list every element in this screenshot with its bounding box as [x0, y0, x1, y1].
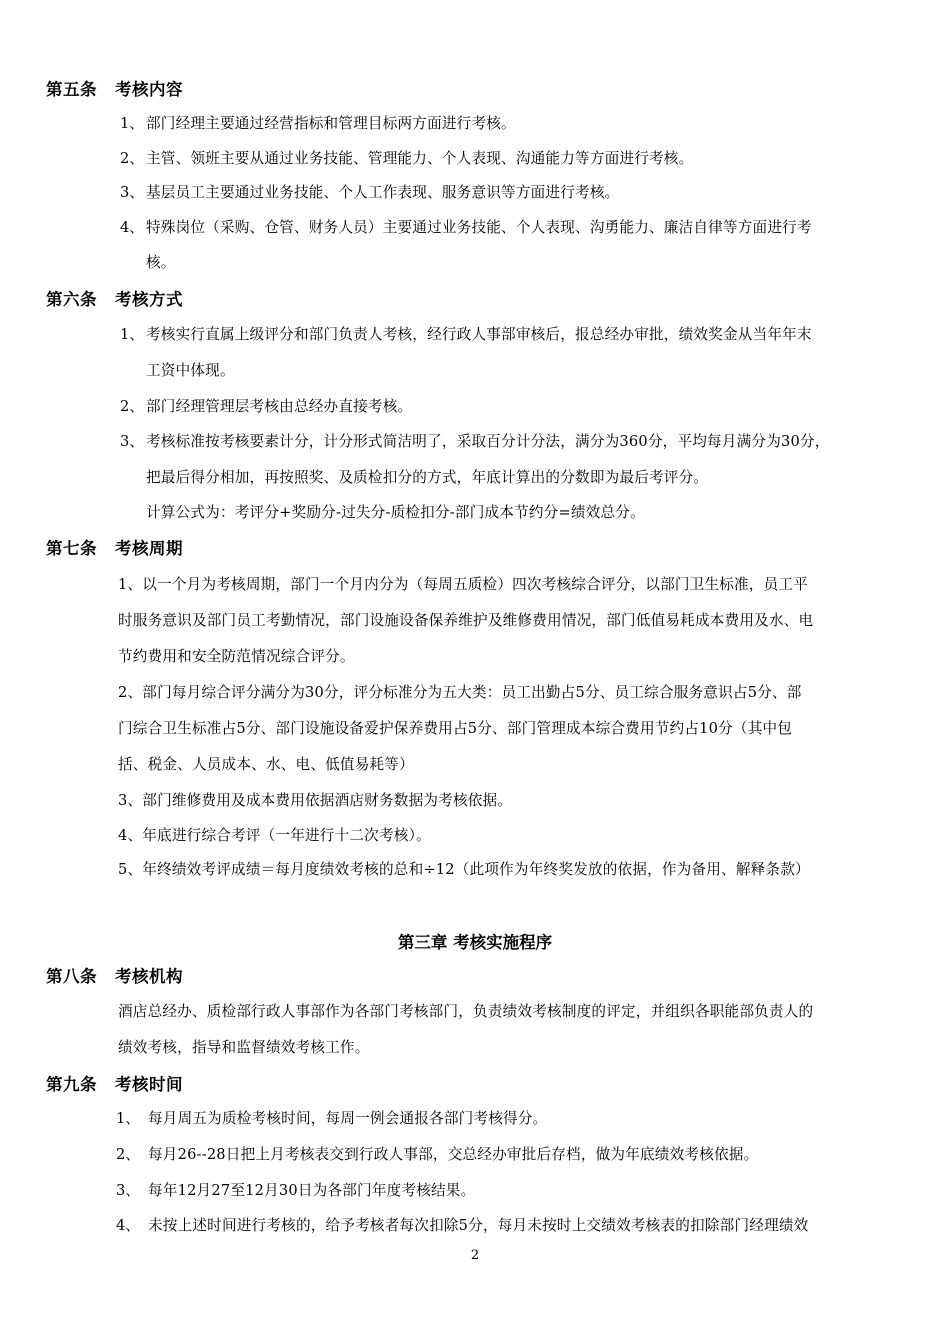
- article-9-item-2-num: 2、: [116, 1146, 140, 1163]
- article-6-formula: 计算公式为：考评分+奖励分-过失分-质检扣分-部门成本节约分=绩效总分。: [146, 504, 645, 521]
- article-7-line: 5、年终绩效考评成绩＝每月度绩效考核的总和÷12（此项作为年终奖发放的依据，作为备用、解释条款）: [118, 861, 810, 878]
- article-6-item-1-cont: 工资中体现。: [146, 362, 235, 379]
- article-7-line: 时服务意识及部门员工考勤情况，部门设施设备保养维护及维修费用情况，部门低值易耗成本费用及水、电: [118, 612, 814, 629]
- article-6-item-1-num: 1、: [120, 326, 144, 343]
- chapter-3-title: 第三章 考核实施程序: [397, 933, 553, 952]
- article-7-line: 括、税金、人员成本、水、电、低值易耗等）: [118, 756, 414, 773]
- article-5-item-4-num: 4、: [120, 219, 144, 236]
- article-5-item-1-text: 部门经理主要通过经营指标和管理目标两方面进行考核。: [146, 115, 516, 132]
- article-8-label: 第八条: [46, 967, 97, 986]
- article-5-item-2-text: 主管、领班主要从通过业务技能、管理能力、个人表现、沟通能力等方面进行考核。: [146, 150, 694, 167]
- article-7-label: 第七条: [46, 539, 97, 558]
- article-9-item-2-text: 每月26--28日把上月考核表交到行政人事部，交总经办审批后存档，做为年底绩效考核依据。: [148, 1146, 759, 1163]
- article-6-item-2-num: 2、: [120, 398, 144, 415]
- article-9-item-4-num: 4、: [116, 1217, 140, 1234]
- article-5-item-4-text: 特殊岗位（采购、仓管、财务人员）主要通过业务技能、个人表现、沟勇能力、廉洁自律等方面进行考: [146, 219, 812, 236]
- article-6-item-1-text: 考核实行直属上级评分和部门负责人考核，经行政人事部审核后，报总经办审批，绩效奖金从当年年末: [146, 326, 812, 343]
- article-7-heading: [46, 535, 183, 559]
- article-7-line: 3、部门维修费用及成本费用依据酒店财务数据为考核依据。: [118, 792, 513, 809]
- article-5-item-2-num: 2、: [120, 150, 144, 167]
- article-7-line: 节约费用和安全防范情况综合评分。: [118, 648, 355, 665]
- article-6-title: 考核方式: [115, 290, 183, 309]
- article-8-line: 绩效考核，指导和监督绩效考核工作。: [118, 1039, 370, 1056]
- article-5-item-3-num: 3、: [120, 184, 144, 201]
- article-7-line: 1、以一个月为考核周期，部门一个月内分为（每周五质检）四次考核综合评分，以部门卫生标准，员工平: [118, 576, 809, 593]
- article-9-item-3-num: 3、: [116, 1182, 140, 1199]
- article-5-heading: [46, 76, 183, 100]
- article-6-heading: [46, 286, 183, 310]
- page-number: 2: [470, 1248, 480, 1263]
- article-5-title: 考核内容: [115, 80, 183, 99]
- article-9-item-1-num: 1、: [116, 1110, 140, 1127]
- article-7-line: 门综合卫生标准占5分、部门设施设备爱护保养费用占5分、部门管理成本综合费用节约占10分（其中包: [118, 720, 793, 737]
- article-6-item-3-text: 考核标准按考核要素计分，计分形式简洁明了，采取百分计分法，满分为360分，平均每月满分为30分，: [146, 433, 830, 450]
- article-7-line: 2、部门每月综合评分满分为30分，评分标准分为五大类：员工出勤占5分、员工综合服务意识占5分、部: [118, 684, 802, 701]
- article-9-heading: [46, 1071, 183, 1095]
- article-5-item-1-num: 1、: [120, 115, 144, 132]
- article-6-item-3-cont: 把最后得分相加，再按照奖、及质检扣分的方式，年底计算出的分数即为最后考评分。: [146, 469, 709, 486]
- article-6-item-3-num: 3、: [120, 433, 144, 450]
- article-7-line: 4、年底进行综合考评（一年进行十二次考核）。: [118, 827, 431, 844]
- article-8-heading: [46, 963, 183, 987]
- article-5-item-4-cont: 核。: [146, 254, 176, 271]
- article-6-item-2-text: 部门经理管理层考核由总经办直接考核。: [146, 398, 413, 415]
- article-5-item-3-text: 基层员工主要通过业务技能、个人工作表现、服务意识等方面进行考核。: [146, 184, 620, 201]
- article-9-title: 考核时间: [115, 1075, 183, 1094]
- article-8-title: 考核机构: [115, 967, 183, 986]
- article-5-label: 第五条: [46, 80, 97, 99]
- article-9-item-1-text: 每月周五为质检考核时间，每周一例会通报各部门考核得分。: [148, 1110, 548, 1127]
- article-8-line: 酒店总经办、质检部行政人事部作为各部门考核部门，负责绩效考核制度的评定，并组织各职能部负责人的: [118, 1003, 814, 1020]
- article-9-label: 第九条: [46, 1075, 97, 1094]
- article-6-label: 第六条: [46, 290, 97, 309]
- article-9-item-4-text: 未按上述时间进行考核的，给予考核者每次扣除5分，每月未按时上交绩效考核表的扣除部门经理绩效: [148, 1217, 809, 1234]
- article-7-title: 考核周期: [115, 539, 183, 558]
- article-9-item-3-text: 每年12月27至12月30日为各部门年度考核结果。: [148, 1182, 476, 1199]
